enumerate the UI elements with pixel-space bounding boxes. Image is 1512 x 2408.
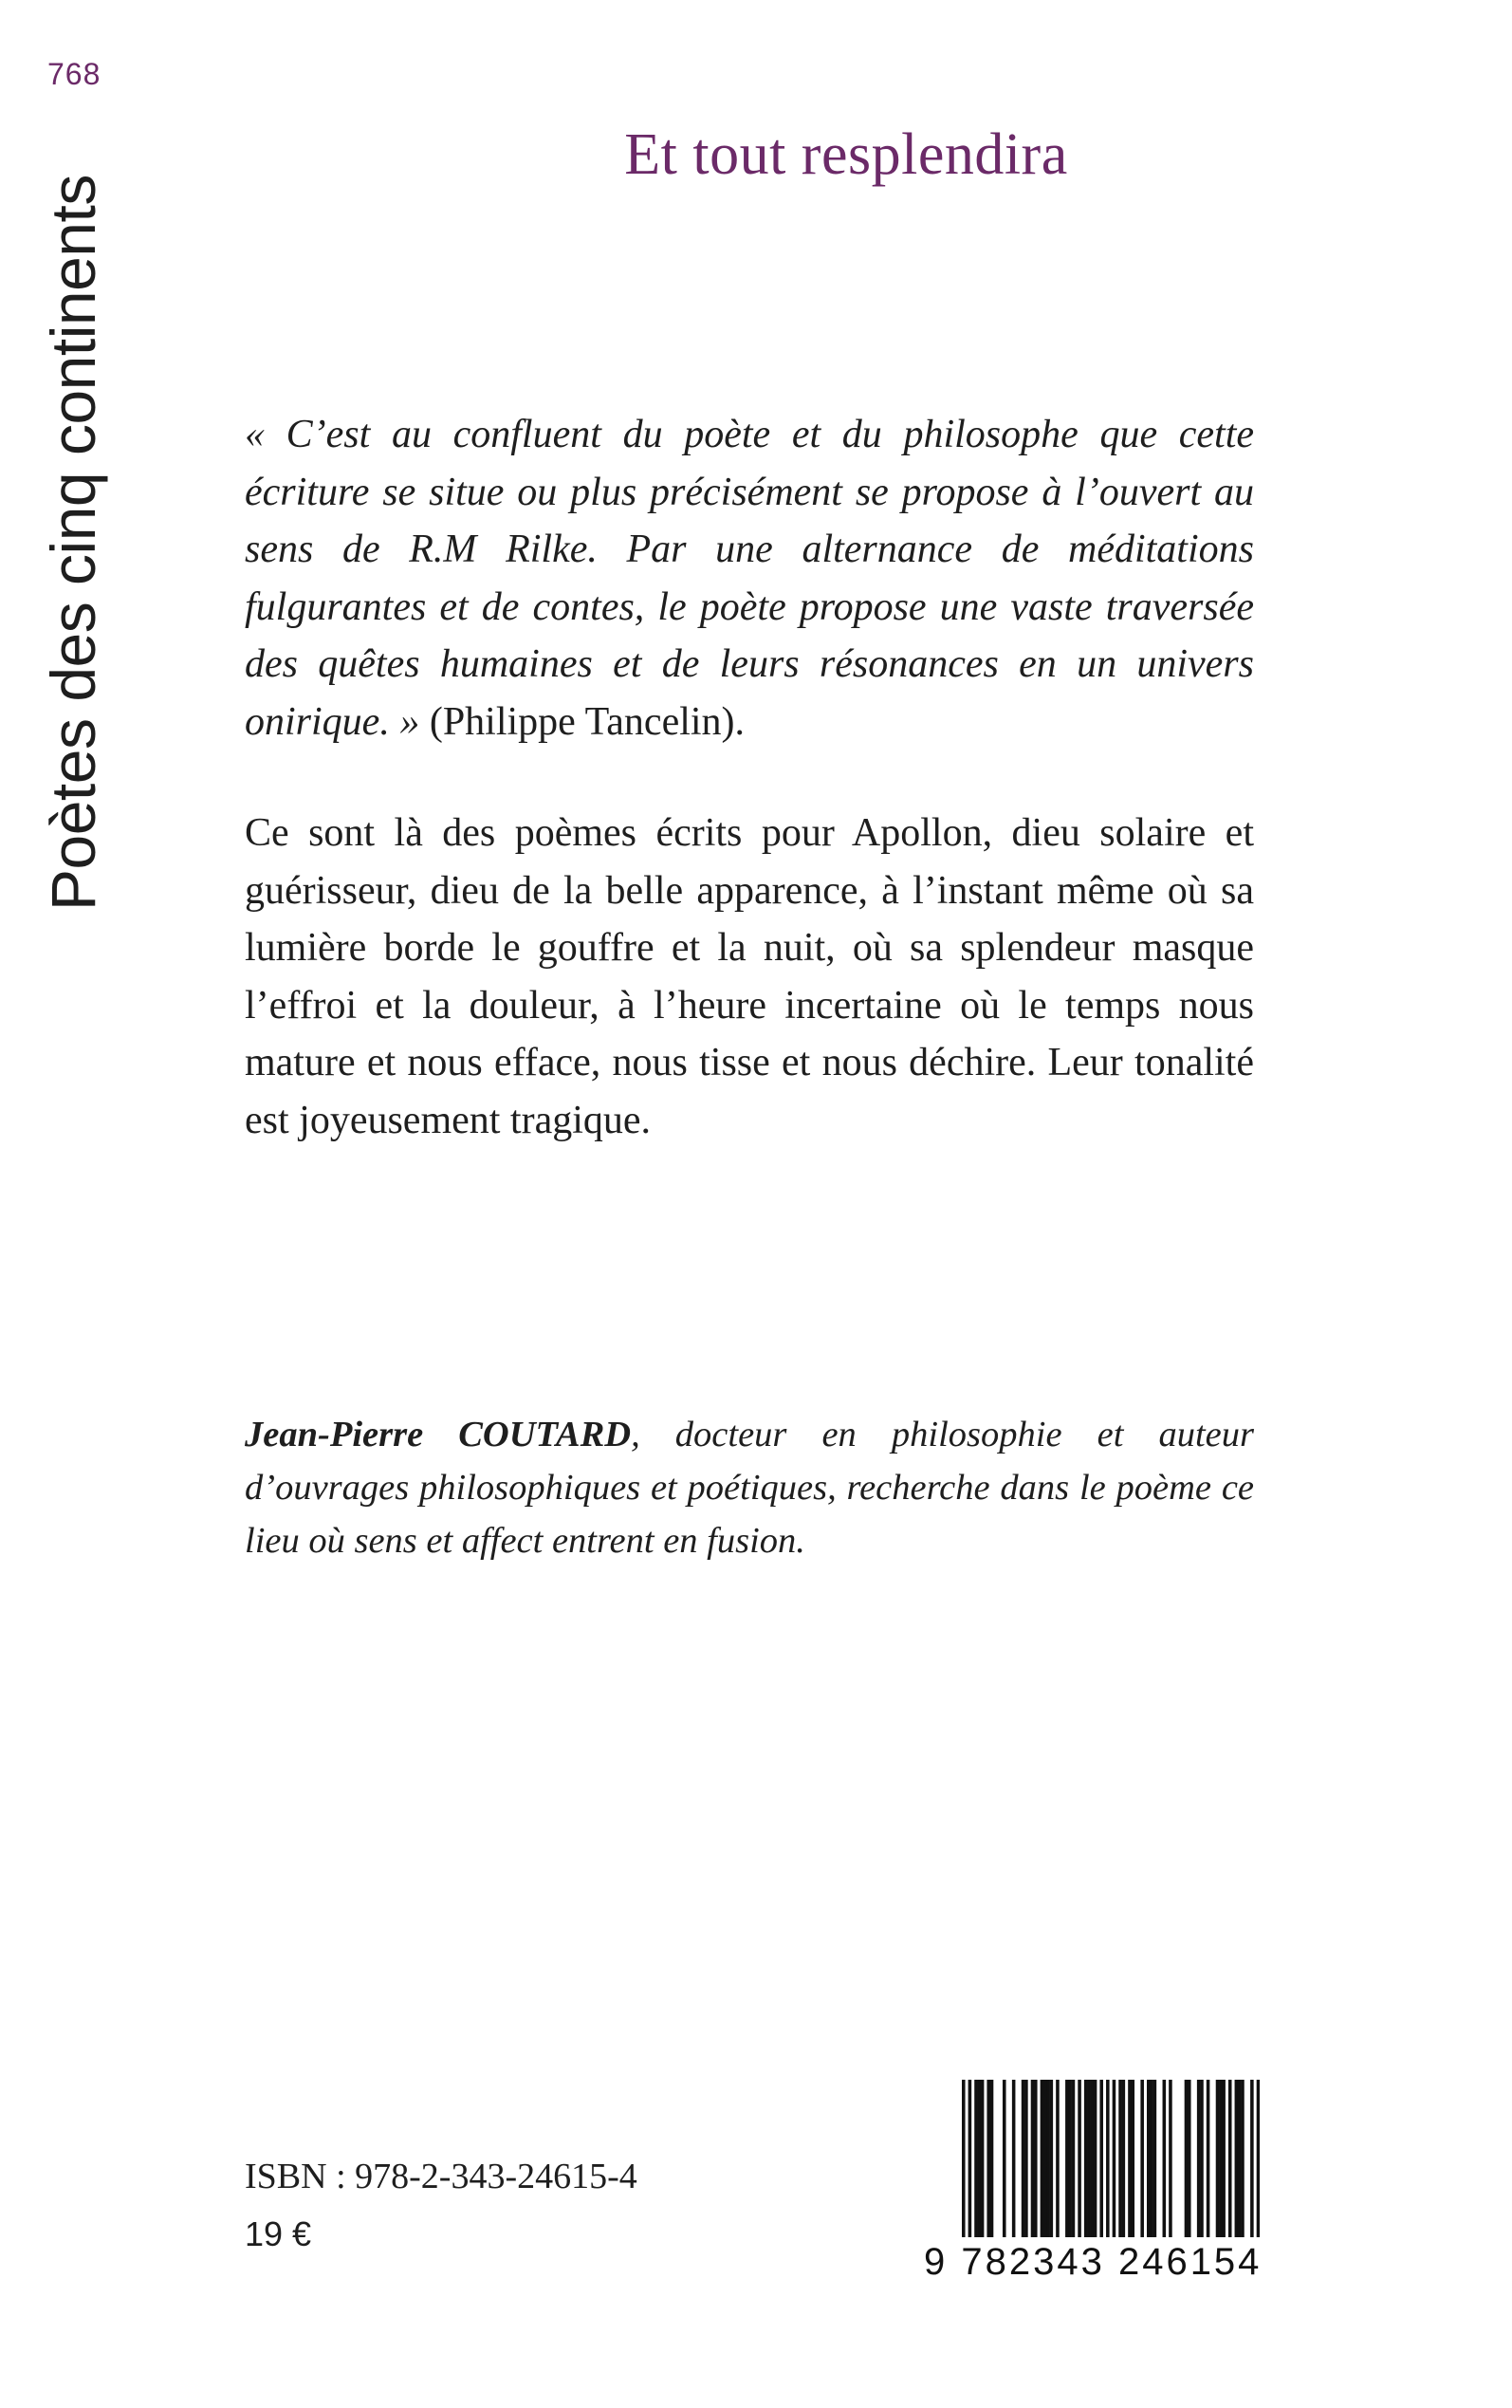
barcode-bar [1197,2080,1201,2239]
barcode-bar [1024,2080,1028,2239]
description-paragraph: Ce sont là des poèmes écrits pour Apollon, dieu solaire et guérisseur, dieu de la belle apparence, à l’instant même où sa lumière borde le gouffre et la nuit, où sa splendeur masque l’effroi et la douleur, à l’heure incertaine où le temps nous mature et nous efface, nous tisse et nous déchire. Leur tonalité est joyeusement tragique. [245,811,1254,1142]
barcode-bar [1169,2080,1172,2239]
barcode-bar [1228,2080,1232,2239]
barcode-bars [924,2080,1260,2251]
quote-attribution: (Philippe Tancelin). [419,699,746,744]
barcode-bar [1222,2080,1226,2239]
author-name: Jean-Pierre COUTARD [245,1415,632,1454]
barcode-bar [1235,2080,1239,2239]
barcode-bar [1003,2080,1006,2239]
quote-paragraph [245,406,1254,750]
barcode-bar [1078,2080,1081,2239]
barcode-bar [981,2080,985,2239]
barcode-bar [1140,2080,1144,2239]
barcode-digits: 9 782343 246154 [924,2237,1260,2287]
barcode-bar [1068,2080,1072,2239]
barcode-bar [978,2080,982,2239]
barcode-bar [1163,2080,1167,2239]
barcode-bar [1099,2080,1103,2239]
barcode-bar [1091,2080,1095,2239]
barcode-bar [1147,2080,1151,2239]
quote-text: « C’est au confluent du poète et du philosophe que cette écriture se situe ou plus précisément se propose à l’ouvert au sens de R.M Rilke. Par une alternance de méditations fulgurantes et de contes, le poète propose une vaste traversée des quêtes humaines et de leurs résonances en un univers onirique. » [245,413,1254,744]
barcode-bar [1219,2080,1223,2239]
barcode-bar [1065,2080,1069,2239]
barcode-bar [1094,2080,1097,2239]
author-bio: , docteur en philosophie et auteur d’ouvrages philosophiques et poétiques, recherche dans le poème ce lieu où sens et affect entrent en fusion. [245,1415,1254,1561]
barcode-bar [1046,2080,1050,2239]
barcode-bar [1106,2080,1110,2251]
barcode-bar [1153,2080,1157,2239]
barcode-bar [1188,2080,1191,2239]
barcode-bar [1185,2080,1189,2239]
book-title: Et tout resplendira [624,122,1068,187]
barcode-bar [1022,2080,1025,2239]
barcode-bar [1216,2080,1220,2239]
barcode-bar [1072,2080,1076,2239]
barcode-bar [1087,2080,1091,2239]
barcode-bar [1257,2080,1260,2251]
barcode-bar [1012,2080,1016,2239]
barcode-bar [1200,2080,1204,2239]
barcode-bar [990,2080,994,2239]
barcode-bar [1122,2080,1126,2239]
series-number: 768 [47,57,101,91]
barcode-bar [1207,2080,1210,2239]
price: 19 € [245,2214,312,2253]
barcode-bar [1238,2080,1242,2239]
barcode-bar [1113,2080,1116,2251]
barcode-bar [1041,2080,1044,2239]
barcode-bar [1241,2080,1245,2239]
barcode-bar [1118,2080,1122,2239]
barcode-bar [986,2080,990,2239]
barcode-bar [968,2080,972,2251]
barcode-bar [1131,2080,1134,2239]
barcode-bar [1084,2080,1088,2239]
author-paragraph [245,1408,1254,1567]
barcode-bar [1050,2080,1054,2239]
barcode-bar [1250,2080,1254,2251]
barcode-bar [1056,2080,1060,2239]
barcode-bar [1034,2080,1038,2239]
barcode-bar [1150,2080,1153,2239]
barcode-bar [1043,2080,1047,2239]
barcode-bar [1128,2080,1132,2239]
barcode [924,2080,1263,2294]
barcode-bar [974,2080,978,2239]
barcode-bar [962,2080,966,2251]
isbn: ISBN : 978-2-343-24615-4 [245,2157,637,2196]
series-name: Poètes des cinq continents [38,175,108,911]
barcode-bar [1031,2080,1035,2239]
